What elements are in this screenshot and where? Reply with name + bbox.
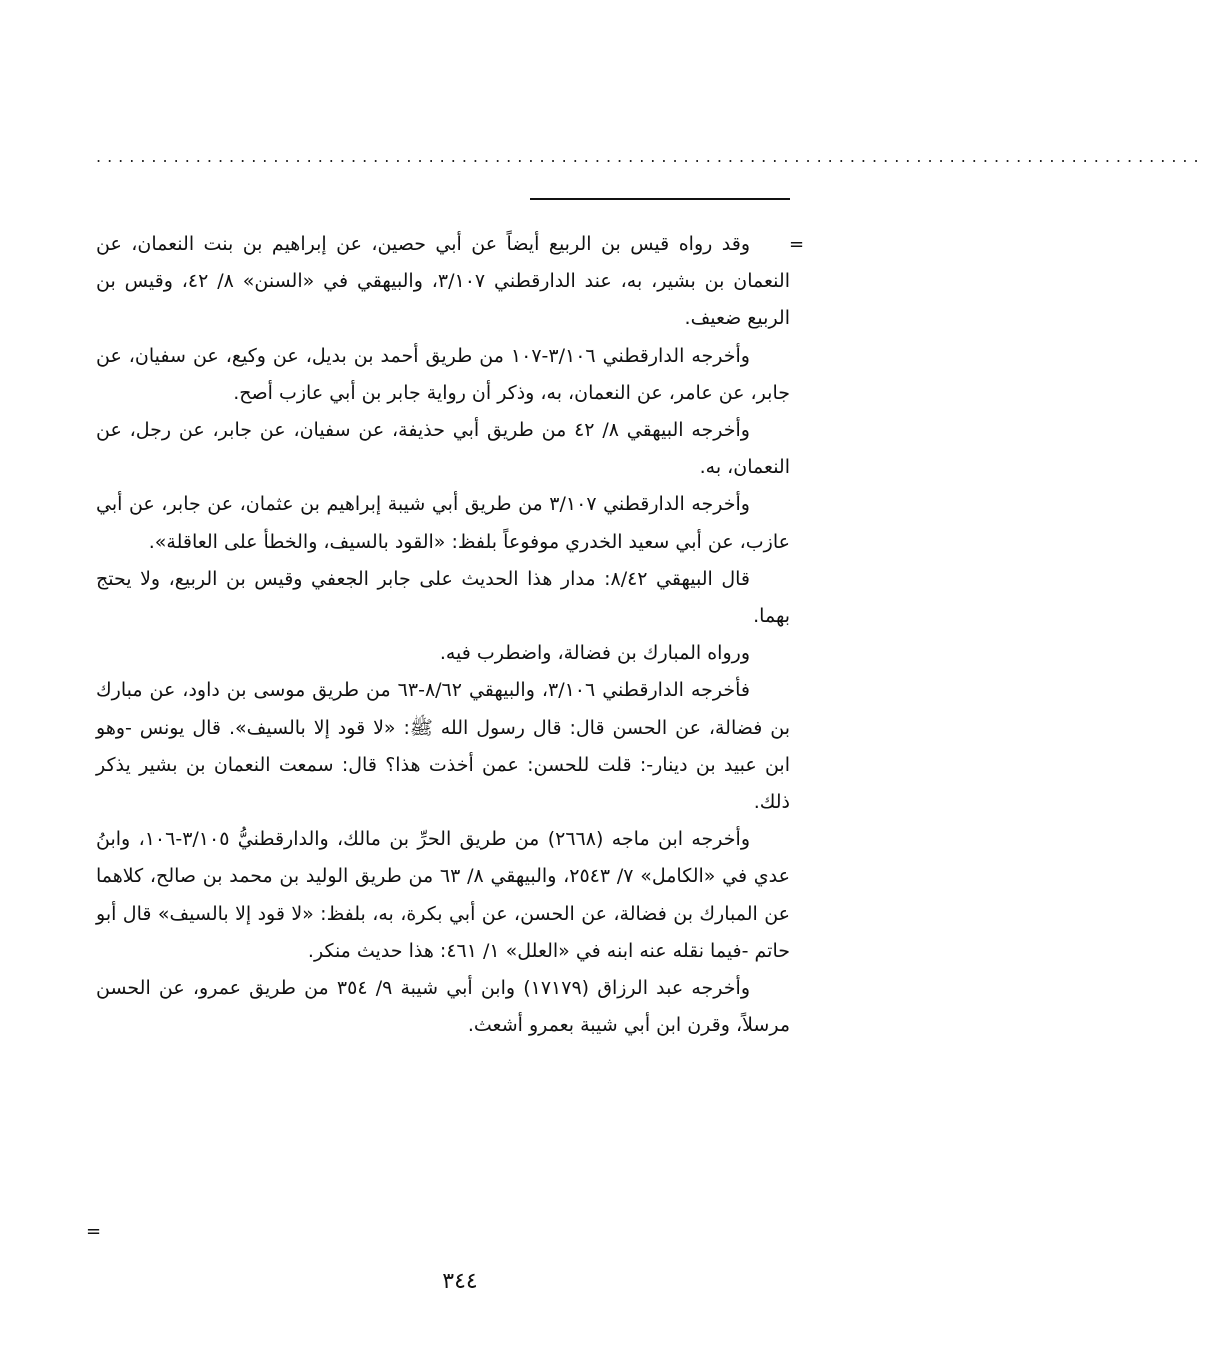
footnote-paragraph: وأخرجه الدارقطني ٣/١٠٦-١٠٧ من طريق أحمد بن بديل، عن وكيع، عن سفيان، عن جابر، عن عامر، عن النعمان، به، وذكر أن رواية جابر بن أبي عازب أصح.: [96, 344, 790, 404]
footnote-paragraph: وأخرجه الدارقطني ٣/١٠٧ من طريق أبي شيبة إبراهيم بن عثمان، عن جابر، عن أبي عازب، عن أبي سعيد الخدري موفوعاً بلفظ: «القود بالسيف، والخطأ على العاقلة».: [96, 493, 790, 553]
footnote-paragraph: وأخرجه عبد الرزاق (١٧١٧٩) وابن أبي شيبة ٩/ ٣٥٤ من طريق عمرو، عن الحسن مرسلاً، وقرن ابن أبي شيبة بعمرو أشعث.: [96, 977, 790, 1037]
footnote-paragraph: فأخرجه الدارقطني ٣/١٠٦، والبيهقي ٨/٦٢-٦٣ من طريق موسى بن داود، عن مبارك بن فضالة، عن الحسن قال: قال رسول الله ﷺ: «لا قود إلا بالسيف». قال يونس -وهو ابن عبيد بن دينار-: قلت للحسن: عمن أخذت هذا؟ قال: سمعت النعمان بن بشير يذكر ذلك.: [96, 679, 790, 814]
continuation-marker-end: =: [86, 1221, 102, 1242]
page-number: ٣٤٤: [442, 1269, 478, 1294]
footnote-text: [96, 226, 790, 1044]
continuation-marker-start: =: [789, 234, 805, 255]
footnote-paragraph: وأخرجه البيهقي ٨/ ٤٢ من طريق أبي حذيفة، عن سفيان، عن جابر، عن رجل، عن النعمان، به.: [96, 419, 790, 479]
footnote-paragraph: وأخرجه ابن ماجه (٢٦٦٨) من طريق الحرِّ بن مالك، والدارقطنيُّ ٣/١٠٥-١٠٦، وابنُ عدي في «الكامل» ٧/ ٢٥٤٣، والبيهقي ٨/ ٦٣ من طريق الوليد بن محمد بن صالح، كلاهما عن المبارك بن فضالة، عن الحسن، عن أبي بكرة، به، بلفظ: «لا قود إلا بالسيف» قال أبو حاتم -فيما نقله عنه ابنه في «العلل» ١/ ٤٦١: هذا حديث منكر.: [96, 828, 790, 962]
footnote-paragraph: ورواه المبارك بن فضالة، واضطرب فيه.: [439, 642, 750, 665]
footnote-paragraph: وقد رواه قيس بن الربيع أيضاً عن أبي حصين، عن إبراهيم بن بنت النعمان، عن النعمان بن بشير، به، عند الدارقطني ٣/١٠٧، والبيهقي في «السنن» ٨/ ٤٢، وقيس بن الربيع ضعيف.: [96, 233, 790, 330]
footnote-paragraph: قال البيهقي ٨/٤٢: مدار هذا الحديث على جابر الجعفي وقيس بن الربيع، ولا يحتج بهما.: [96, 567, 790, 628]
footnote-rule: [530, 198, 790, 200]
separator-dots: ....................................................................................................: [96, 147, 1205, 166]
